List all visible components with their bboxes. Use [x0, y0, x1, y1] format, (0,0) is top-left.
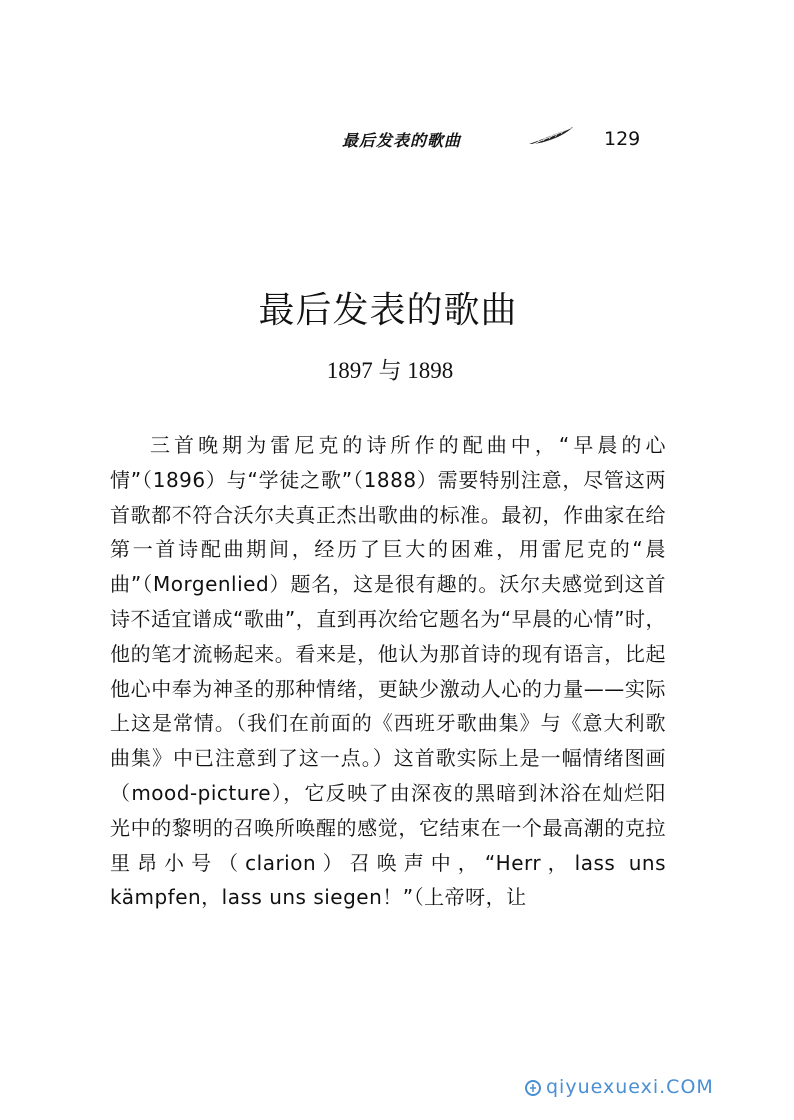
- watermark: qiyuexuexi.COM: [546, 1076, 714, 1098]
- chapter-subtitle: 1897 与 1898: [326, 358, 454, 383]
- quill-pen-icon: [527, 124, 577, 148]
- chapter-title: 最后发表的歌曲: [258, 290, 518, 332]
- running-header: [0, 124, 794, 154]
- body-text: [110, 428, 666, 915]
- paragraph: 三首晚期为雷尼克的诗所作的配曲中，“早晨的心情”（1896）与“学徒之歌”（1888）需要特别注意，尽管这两首歌都不符合沃尔夫真正杰出歌曲的标准。最初，作曲家在给第一首诗配曲期间，经历了巨大的困难，用雷尼克的“晨曲”（Morgenlied）题名，这是很有趣的。沃尔夫感觉到这首诗不适宜谱成“歌曲”，直到再次给它题名为“早晨的心情”时，他的笔才流畅起来。看来是，他认为那首诗的现有语言，比起他心中奉为神圣的那种情绪，更缺少激动人心的力量——实际上这是常情。（我们在前面的《西班牙歌曲集》与《意大利歌曲集》中已注意到了这一点。）这首歌实际上是一幅情绪图画（mood-picture），它反映了由深夜的黑暗到沐浴在灿烂阳光中的黎明的召唤所唤醒的感觉，它结束在一个最高潮的克拉里昂小号（clarion）召唤声中，“Herr，lass uns kämpfen，lass uns siegen！”（上帝呀，让: [110, 433, 666, 910]
- running-title: 最后发表的歌曲: [342, 131, 462, 150]
- watermark-logo-icon: [524, 1079, 542, 1097]
- page-number: 129: [604, 128, 641, 150]
